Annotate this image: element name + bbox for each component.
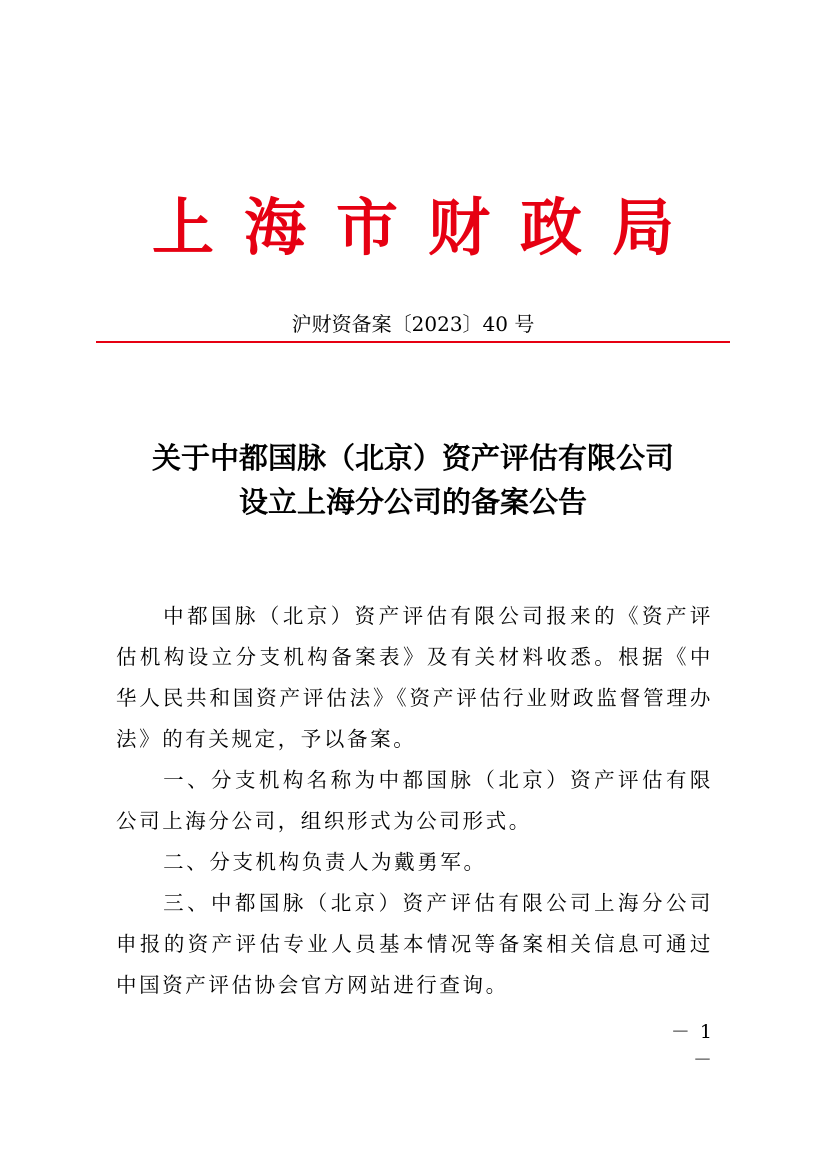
- body-paragraph-item-1: 一、分支机构名称为中都国脉（北京）资产评估有限公司上海分公司，组织形式为公司形式。: [116, 768, 713, 833]
- document-title-line-2: 设立上海分公司的备案公告: [238, 485, 587, 519]
- body-paragraph-intro: 中都国脉（北京）资产评估有限公司报来的《资产评估机构设立分支机构备案表》及有关材料收悉。根据《中华人民共和国资产评估法》《资产评估行业财政监督管理办法》的有关规定，予以备案。: [116, 604, 713, 751]
- document-title-line-1: 关于中都国脉（北京）资产评估有限公司: [151, 441, 674, 475]
- issuing-authority-title: 上海市财政局: [151, 191, 704, 264]
- page-number: － 1 －: [670, 1021, 714, 1071]
- document-number: 沪财资备案〔2023〕40 号: [291, 312, 535, 336]
- document-body: [116, 596, 713, 1006]
- document-title: [0, 436, 826, 524]
- body-paragraph-item-2: 二、分支机构负责人为戴勇军。: [163, 850, 487, 874]
- body-paragraph-item-3: 三、中都国脉（北京）资产评估有限公司上海分公司申报的资产评估专业人员基本情况等备案相关信息可通过中国资产评估协会官方网站进行查询。: [116, 891, 713, 997]
- red-header-rule: [96, 341, 730, 343]
